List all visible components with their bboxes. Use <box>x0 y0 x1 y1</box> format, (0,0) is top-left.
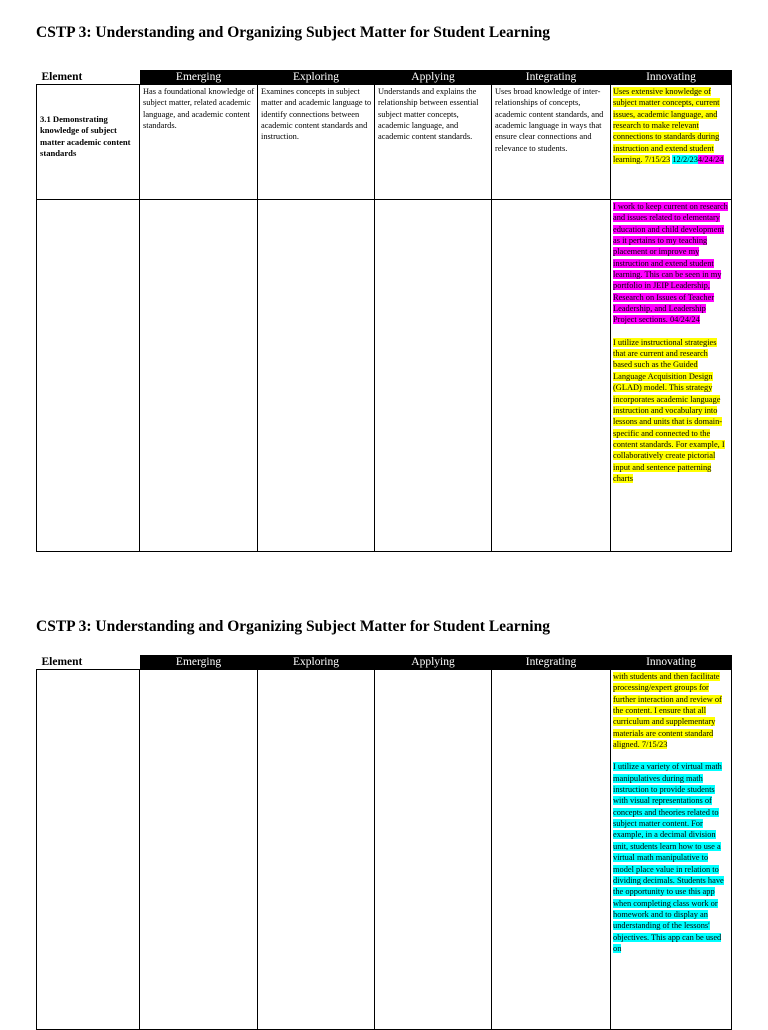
emerging-cell: Has a foundational knowledge of subject matter, related academic language, and academic content standards. <box>140 85 258 200</box>
header-integrating: Integrating <box>492 70 611 85</box>
evidence-paragraph-processing: with students and then facilitate processing/expert groups for further interaction and review of the content. I ensure that all curriculum and supplementary materials are content standard aligned. 7/15/23 <box>613 672 722 750</box>
emerging-cell-empty <box>140 670 258 1030</box>
header-element: Element <box>37 655 140 670</box>
evidence-paragraph-glad: I utilize instructional strategies that are current and research based such as the Guided Language Acquisition Design (GLAD) model. This strategy incorporates academic language instruction and vocabulary into lessons and units that is domain-specific and connected to the content standards. For example, I collaboratively create pictorial input and sentence patterning charts <box>613 337 725 483</box>
applying-cell-empty <box>375 200 492 552</box>
header-emerging: Emerging <box>140 655 258 670</box>
applying-cell: Understands and explains the relationship between essential subject matter concepts, academic language, and academic content standards. <box>375 85 492 200</box>
header-element: Element <box>37 70 140 85</box>
exploring-cell-empty <box>258 670 375 1030</box>
header-exploring: Exploring <box>258 655 375 670</box>
header-innovating: Innovating <box>611 655 732 670</box>
table-row <box>37 85 732 200</box>
exploring-cell-empty <box>258 200 375 552</box>
header-innovating: Innovating <box>611 70 732 85</box>
element-cell-empty <box>37 200 140 552</box>
header-row <box>37 70 732 85</box>
innovating-evidence-cell <box>611 670 732 1030</box>
header-applying: Applying <box>375 70 492 85</box>
applying-cell-empty <box>375 670 492 1030</box>
element-cell <box>37 85 140 200</box>
innovating-evidence-cell <box>611 200 732 552</box>
table-row <box>37 670 732 1030</box>
rubric-table <box>36 70 732 552</box>
header-applying: Applying <box>375 655 492 670</box>
table-row <box>37 200 732 552</box>
rubric-table <box>36 655 732 1030</box>
header-integrating: Integrating <box>492 655 611 670</box>
evidence-paragraph-virtual-math: I utilize a variety of virtual math manipulatives during math instruction to provide students with visual representations of concepts and theories related to subject matter content. For example, in a decimal division unit, students learn how to use a virtual math manipulative to model place value in relation to dividing decimals. Students have the opportunity to use this app when completing class work or homework and to display an understanding of the lessons' objectives. This app can be used on <box>613 762 724 953</box>
innovating-date-12-2-23: 12/2/23 <box>672 155 698 165</box>
page-title: CSTP 3: Understanding and Organizing Subject Matter for Student Learning <box>36 618 550 635</box>
header-exploring: Exploring <box>258 70 375 85</box>
element-label: 3.1 Demonstrating knowledge of subject matter academic content standards <box>40 114 131 159</box>
emerging-cell-empty <box>140 200 258 552</box>
integrating-cell-empty <box>492 200 611 552</box>
innovating-date-4-24-24: 4/24/24 <box>697 155 724 165</box>
integrating-cell: Uses broad knowledge of inter-relationships of concepts, academic content standards, and academic language in ways that ensure clear connections and relevance to students. <box>492 85 611 200</box>
header-emerging: Emerging <box>140 70 258 85</box>
evidence-paragraph-research: I work to keep current on research and issues related to elementary education and child development as it pertains to my teaching placement or improve my instruction and extend student learning. This can be seen in my portfolio in JEIP Leadership, Research on Issues of Teacher Leadership, and Leadership Project sections. 04/24/24 <box>613 202 728 325</box>
header-row <box>37 655 732 670</box>
element-cell-empty <box>37 670 140 1030</box>
page-title: CSTP 3: Understanding and Organizing Subject Matter for Student Learning <box>36 24 550 41</box>
innovating-description: Uses extensive knowledge of subject matter concepts, current issues, academic language, and research to make relevant connections to standards during instruction and extend student learning. 7/15/23 <box>613 87 720 165</box>
innovating-cell <box>611 85 732 200</box>
exploring-cell: Examines concepts in subject matter and academic language to identify connections between academic content standards and instruction. <box>258 85 375 200</box>
integrating-cell-empty <box>492 670 611 1030</box>
